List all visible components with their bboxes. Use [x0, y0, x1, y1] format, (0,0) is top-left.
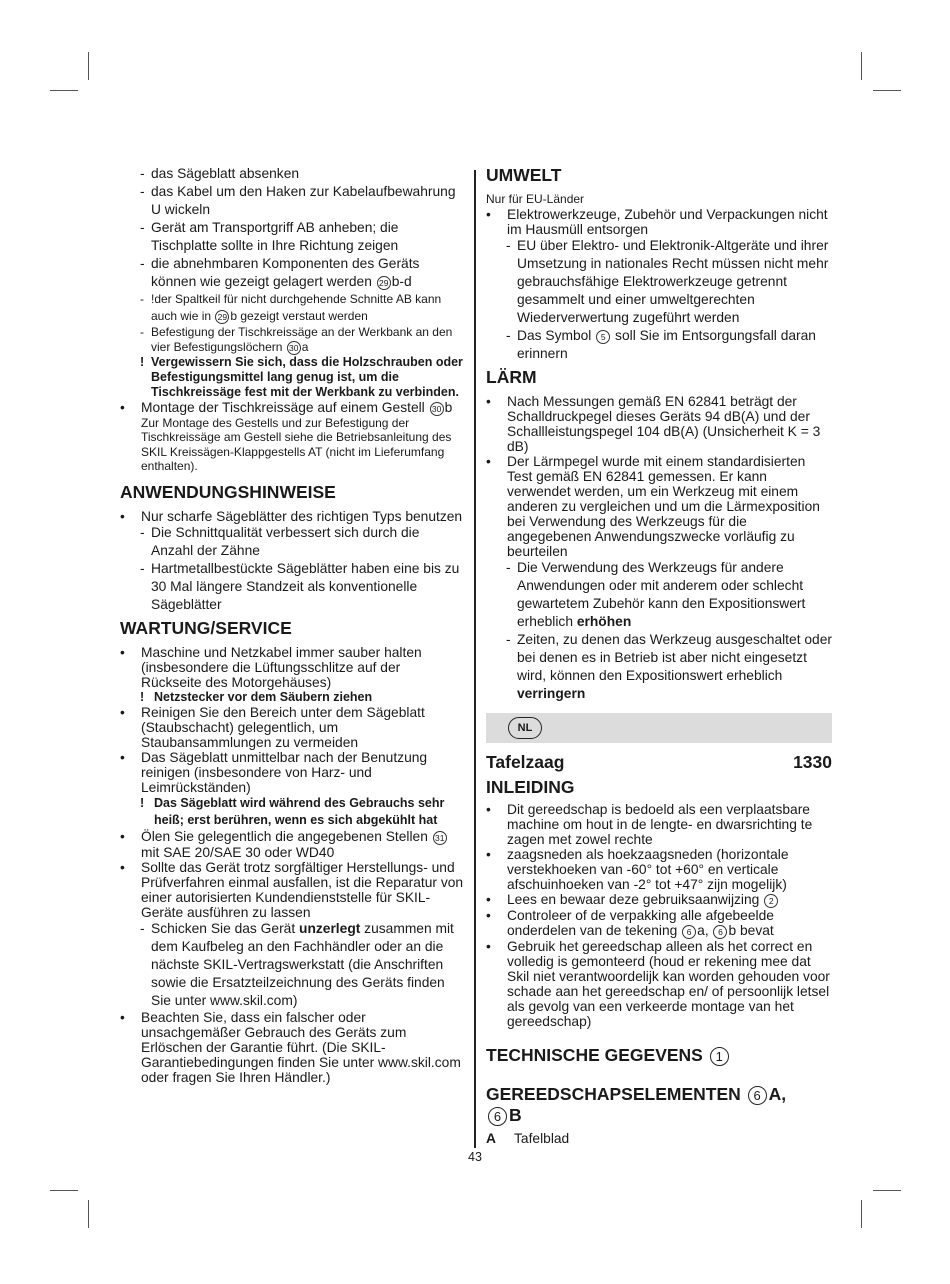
left-column	[120, 165, 464, 1085]
warning-note: ! Netzstecker vor dem Säubern ziehen	[140, 689, 373, 704]
section-heading: ANWENDUNGSHINWEISE	[120, 481, 336, 502]
section-heading: WARTUNG/SERVICE	[120, 617, 292, 638]
list-item: - Zeiten, zu denen das Werkzeug ausgeschaltet oder bei denen es in Betrieb ist aber nicht eingesetzt wird, können den Expositionswert erheblich verringern	[506, 631, 832, 701]
list-item: • Reinigen Sie den Bereich unter dem Sägeblatt (Staubschacht) gelegentlich, um Staubansammlungen zu vermeiden	[120, 704, 425, 750]
section-heading: UMWELT	[486, 165, 562, 185]
product-title-row	[486, 751, 832, 773]
figure-ref: 6	[682, 925, 696, 939]
warning-note: ! Vergewissern Sie sich, dass die Holzschrauben oder Befestigungsmittel lang genug ist, um die Tischkreissäge fest mit der Werkbank zu verbinden.	[140, 354, 463, 399]
list-item: • Nach Messungen gemäß EN 62841 beträgt der Schalldruckpegel dieses Geräts 94 dB(A) und der Schallleistungspegel 104 dB(A) (Unsicherheit K = 3 dB)	[486, 393, 821, 454]
crop-mark	[50, 90, 78, 91]
list-item: - Hartmetallbestückte Sägeblätter haben eine bis zu 30 Mal längere Standzeit als konventionelle Sägeblätter	[140, 560, 460, 612]
list-item: • Dit gereedschap is bedoeld als een verplaatsbare machine om hout in de lengte- en dwarsrichting te zagen met zowel rechte	[486, 801, 813, 847]
list-item: • Elektrowerkzeuge, Zubehör und Verpackungen nicht im Hausmüll entsorgen	[486, 206, 828, 237]
list-item: - Gerät am Transportgriff AB anheben; die Tischplatte sollte in Ihre Richtung zeigen	[140, 220, 399, 253]
list-item: • Ölen Sie gelegentlich die angegebenen Stellen 31 mit SAE 20/SAE 30 oder WD40	[120, 829, 464, 860]
crop-mark	[88, 1200, 89, 1228]
list-item: • Lees en bewaar deze gebruiksaanwijzing 2	[486, 892, 832, 908]
page-number: 43	[468, 1150, 482, 1164]
figure-ref: 6	[748, 1086, 767, 1105]
section-heading: GEREEDSCHAPSELEMENTEN 6 A, 6 B	[486, 1083, 787, 1125]
warning-note: ! Das Sägeblatt wird während des Gebrauchs sehr heiß; erst berühren, wenn es sich abgekühlt hat	[140, 795, 445, 827]
list-item: • Controleer of de verpakking alle afgebeelde onderdelen van de tekening 6 a, 6 b bevat	[486, 907, 774, 938]
language-bar	[486, 713, 832, 743]
column-divider	[474, 170, 476, 1148]
crop-mark	[88, 52, 89, 80]
list-item: • Beachten Sie, dass ein falscher oder unsachgemäßer Gebrauch des Geräts zum Erlöschen der Garantie führt. (Die SKIL-Garantiebedingungen finden Sie unter www.skil.com oder fragen Sie Ihren Händler.)	[120, 1009, 461, 1085]
crop-mark	[50, 1190, 78, 1191]
figure-ref: 5	[596, 330, 610, 344]
figure-ref: 6	[713, 925, 727, 939]
list-item: • Nur scharfe Sägeblätter des richtigen Typs benutzen	[120, 508, 463, 524]
figure-ref: 1	[710, 1047, 729, 1066]
language-badge: NL	[508, 717, 542, 739]
figure-ref: 31	[433, 831, 447, 845]
list-item: - Schicken Sie das Gerät unzerlegt zusammen mit dem Kaufbeleg an den Fachhändler oder an die nächste SKIL-Vertragswerkstatt (die Anschriften sowie die Ersatzteilzeichnung des Geräts finden Sie unter www.skil.com)	[140, 920, 454, 1008]
crop-mark	[861, 52, 862, 80]
crop-mark	[873, 1190, 901, 1191]
figure-ref: 29	[215, 310, 229, 324]
product-number: 1330	[793, 751, 832, 772]
figure-ref: 29	[377, 276, 391, 290]
list-item: - Das Symbol 5 soll Sie im Entsorgungsfall daran erinnern	[506, 327, 816, 361]
list-item: - !der Spaltkeil für nicht durchgehende Schnitte AB kann auch wie in 29 b gezeigt verstaut werden	[140, 292, 442, 323]
list-item: • Gebruik het gereedschap alleen als het correct en volledig is gemonteerd (houd er rekening mee dat Skil niet verantwoordelijk kan worden gehouden voor schade aan het gereedschap en/ of persoonlijk letsel als gevolg van een verkeerde montage van het gereedschap)	[486, 938, 830, 1029]
list-item: • Sollte das Gerät trotz sorgfältiger Herstellungs- und Prüfverfahren einmal ausfallen, ist die Reparatur von einer autorisierten Kundendienststelle für SKIL-Geräte ausführen zu lassen	[120, 859, 464, 920]
list-item: - die abnehmbaren Komponenten des Geräts können wie gezeigt gelagert werden 29 b-d	[140, 256, 420, 289]
crop-mark	[861, 1200, 862, 1228]
figure-ref: 2	[764, 894, 778, 908]
product-title: Tafelzaag	[486, 751, 565, 772]
figure-ref: 30	[287, 341, 301, 355]
list-item: • Das Sägeblatt unmittelbar nach der Benutzung reinigen (insbesondere von Harz- und Leimrückständen)	[120, 749, 428, 795]
list-item: • zaagsneden als hoekzaagsneden (horizontale verstekhoeken van -60° tot +60° en verticale afschuinhoeken van -2° tot +47° zijn mogelijk)	[486, 846, 789, 892]
right-column	[486, 165, 832, 1148]
list-item: - Die Schnittqualität verbessert sich durch die Anzahl der Zähne	[140, 524, 420, 558]
section-heading: TECHNISCHE GEGEVENS 1	[486, 1045, 832, 1066]
section-heading: LÄRM	[486, 366, 537, 387]
list-item: • Maschine und Netzkabel immer sauber halten (insbesondere die Lüftungsschlitze auf der Rückseite des Motorgehäuses)	[120, 644, 422, 690]
element-row: A Tafelblad	[486, 1130, 570, 1146]
section-heading: INLEIDING	[486, 776, 575, 797]
list-item: - das Kabel um den Haken zur Kabelaufbewahrung U wickeln	[140, 184, 456, 217]
crop-mark	[873, 90, 901, 91]
list-item: • Der Lärmpegel wurde mit einem standardisierten Test gemäß EN 62841 gemessen. Er kann verwendet werden, um ein Werkzeug mit einem anderen zu vergleichen und um die Lärmexposition bei Verwendung des Werkzeugs für die angegebenen Anwendungszwecke vorläufig zu beurteilen	[486, 453, 820, 559]
list-item: - Die Verwendung des Werkzeugs für andere Anwendungen oder mit anderem oder schlecht gewartetem Zubehör kann den Expositionswert erheblich erhöhen	[506, 559, 806, 629]
list-item: - das Sägeblatt absenken	[140, 166, 300, 181]
list-item: • Montage der Tischkreissäge auf einem Gestell 30 b	[120, 399, 453, 415]
list-item: - EU über Elektro- und Elektronik-Altgeräte und ihrer Umsetzung in nationales Recht müssen nicht mehr gebrauchsfähige Elektrowerkzeuge getrennt gesammelt und einer umweltgerechten Wiederverwertung zugeführt werden	[506, 237, 829, 325]
figure-ref: 6	[488, 1107, 507, 1126]
note-text: Nur für EU-Länder	[486, 192, 585, 206]
figure-ref: 30	[430, 402, 444, 416]
list-item: - Befestigung der Tischkreissäge an der Werkbank an den vier Befestigungslöchern 30 a	[140, 325, 453, 354]
note-text: Zur Montage des Gestells und zur Befestigung der Tischkreissäge am Gestell siehe die Betriebsanleitung des SKIL Kreissägen-Klappgestells AT (nicht im Lieferumfang enthalten).	[141, 415, 452, 474]
